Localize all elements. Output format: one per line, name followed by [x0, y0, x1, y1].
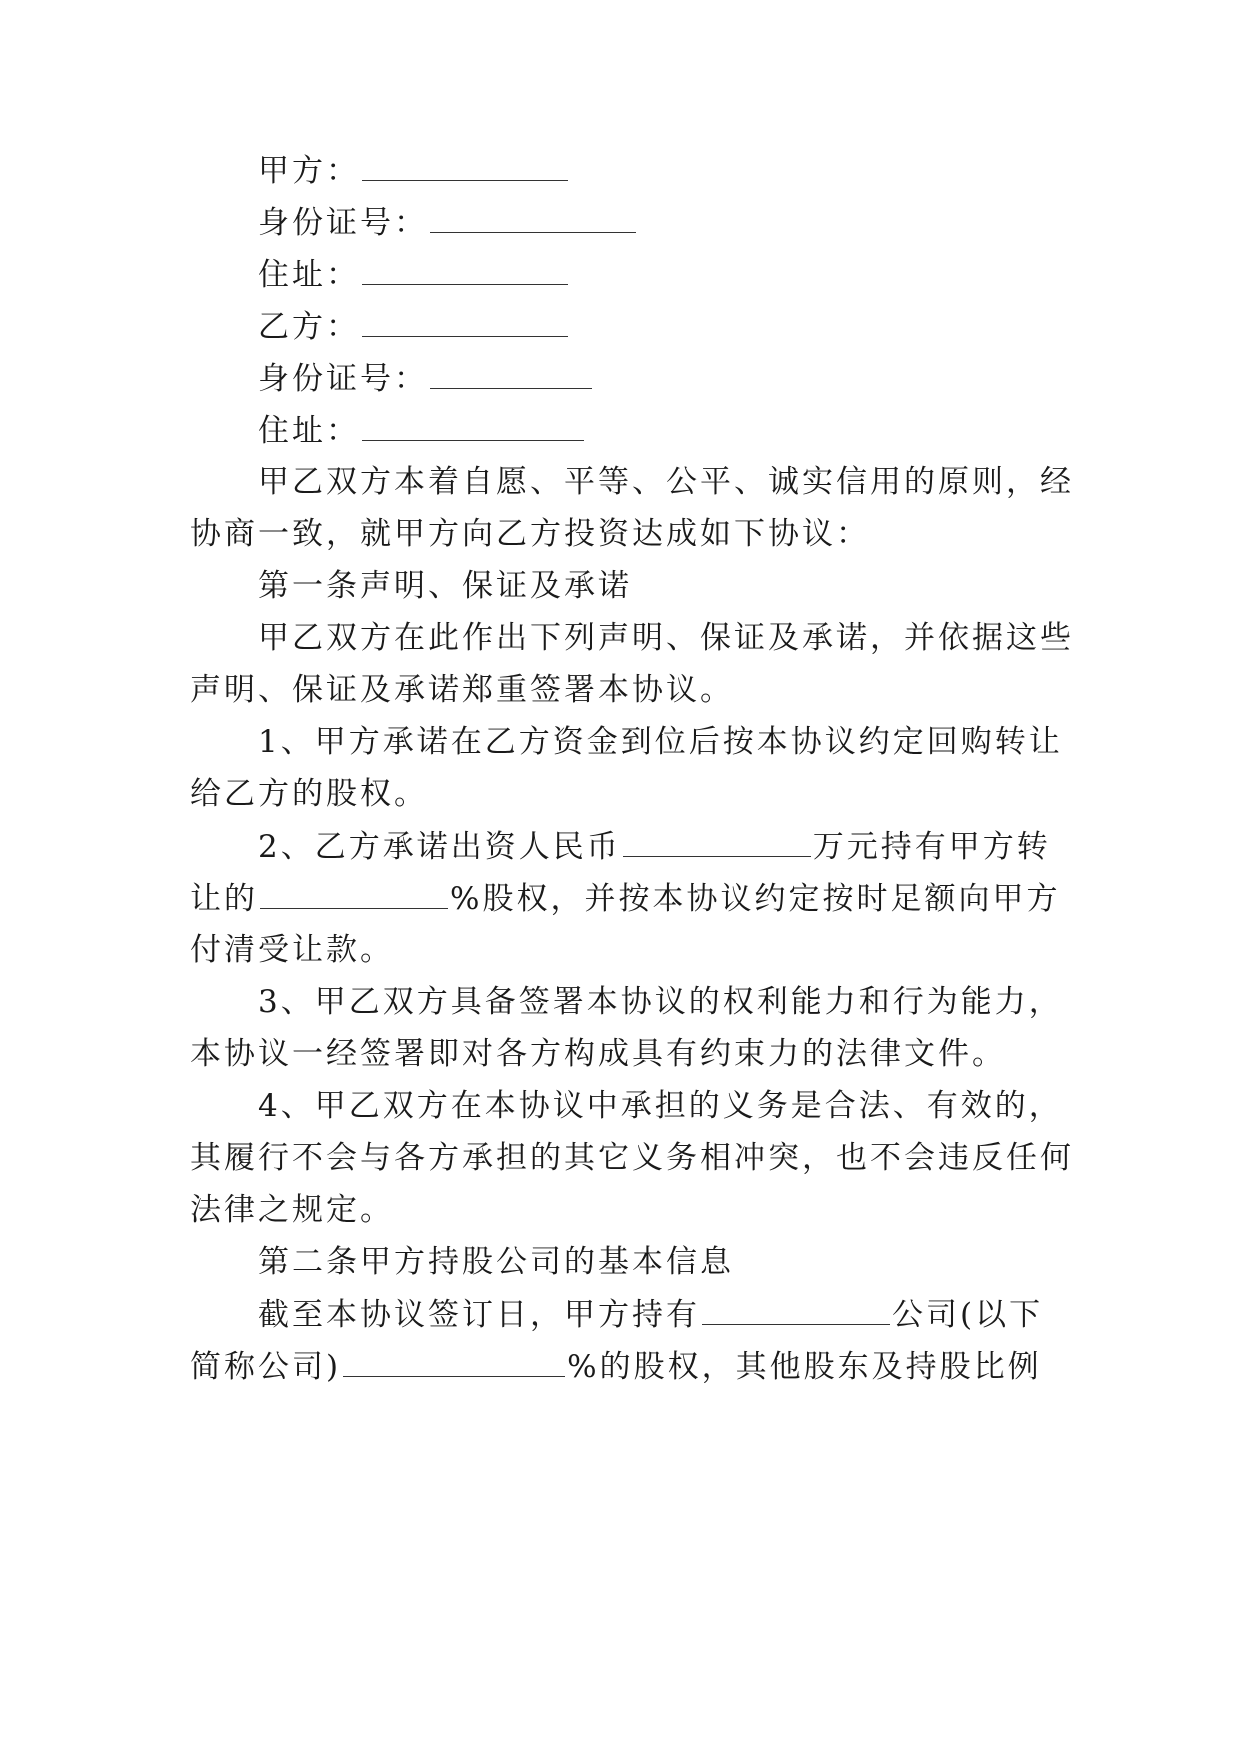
party-a-label: 甲方：	[258, 153, 360, 189]
party-a-id-field	[258, 202, 1118, 243]
intro-line-1: 甲乙双方本着自愿、平等、公平、诚实信用的原则，经	[258, 464, 1074, 500]
article-1-para-line-2: 声明、保证及承诺郑重签署本协议。	[190, 672, 734, 708]
party-a-address-field	[258, 254, 1118, 295]
article-2-text-b: 公司(以下	[892, 1297, 1044, 1333]
article-2-para-line-1	[258, 1294, 1118, 1335]
intro-line-2: 协商一致，就甲方向乙方投资达成如下协议：	[190, 516, 870, 552]
article-1-title: 第一条声明、保证及承诺	[258, 568, 632, 604]
party-a-blank[interactable]	[362, 150, 568, 181]
article-2-para-line-2	[190, 1346, 1050, 1387]
item-4-line-1: 4、甲乙双方在本协议中承担的义务是合法、有效的，	[258, 1088, 1063, 1124]
item-1-line-2: 给乙方的股权。	[190, 776, 428, 812]
party-b-id-label: 身份证号：	[258, 361, 428, 397]
item-4-line-3: 法律之规定。	[190, 1192, 394, 1228]
equity-percent-blank[interactable]	[260, 878, 448, 909]
company-name-blank[interactable]	[702, 1294, 890, 1325]
party-a-id-label: 身份证号：	[258, 205, 428, 241]
party-b-id-field	[258, 358, 1118, 399]
item-1-line-1: 1、甲方承诺在乙方资金到位后按本协议约定回购转让	[258, 724, 1063, 760]
party-b-field	[258, 306, 1118, 347]
item-3-line-1: 3、甲乙双方具备签署本协议的权利能力和行为能力，	[258, 984, 1063, 1020]
item-3-line-2: 本协议一经签署即对各方构成具有约束力的法律文件。	[190, 1036, 1006, 1072]
article-2-title: 第二条甲方持股公司的基本信息	[258, 1244, 734, 1280]
article-2-text-c: 简称公司)	[190, 1349, 342, 1385]
party-a-address-blank[interactable]	[362, 254, 568, 285]
party-b-label: 乙方：	[258, 309, 360, 345]
item-2-line-3: 付清受让款。	[190, 932, 394, 968]
party-b-id-blank[interactable]	[430, 358, 592, 389]
article-2-text-a: 截至本协议签订日，甲方持有	[258, 1297, 700, 1333]
item-2-line-2	[190, 878, 1061, 919]
party-a-address-label: 住址：	[258, 257, 360, 293]
item-2-text-d: %股权，并按本协议约定按时足额向甲方	[450, 881, 1061, 917]
item-2-text-b: 万元持有甲方转	[812, 829, 1051, 865]
party-b-address-field	[258, 410, 1118, 451]
party-b-address-blank[interactable]	[362, 410, 584, 441]
item-2-text-c: 让的	[190, 881, 258, 917]
party-b-blank[interactable]	[362, 306, 568, 337]
article-1-para-line-1: 甲乙双方在此作出下列声明、保证及承诺，并依据这些	[258, 620, 1074, 656]
party-b-address-label: 住址：	[258, 413, 360, 449]
article-2-text-d: %的股权，其他股东及持股比例	[567, 1349, 1042, 1385]
item-2-text-a: 2、乙方承诺出资人民币	[258, 829, 621, 865]
investment-amount-blank[interactable]	[623, 826, 811, 857]
company-share-percent-blank[interactable]	[343, 1346, 565, 1377]
party-a-id-blank[interactable]	[430, 202, 636, 233]
party-a-field	[258, 150, 1118, 191]
item-2-line-1	[258, 826, 1118, 867]
item-4-line-2: 其履行不会与各方承担的其它义务相冲突，也不会违反任何	[190, 1140, 1074, 1176]
